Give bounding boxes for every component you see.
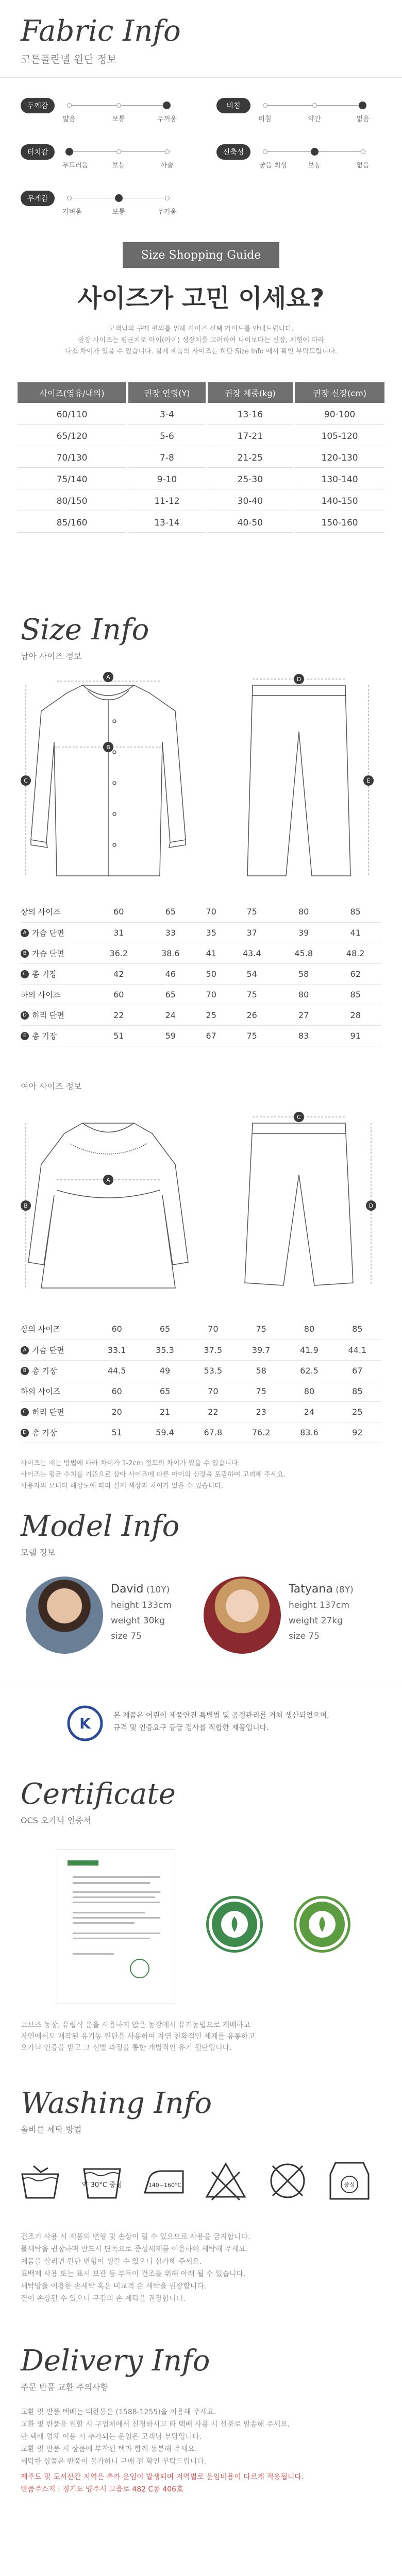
no-bleach-icon xyxy=(204,2159,248,2203)
table-row: A 가슴 단면 31 33 35 37 39 41 xyxy=(21,922,381,943)
fabric-row-label: 비침 xyxy=(216,98,250,113)
avatar xyxy=(204,1577,281,1654)
delivery-warning: 제주도 및 도서산간 지역은 추가 운임이 발생되며 지역별로 운임비용이 다르게 적용됩니다. xyxy=(21,2473,304,2481)
fabric-row-thickness xyxy=(21,98,177,127)
size-info-section xyxy=(0,613,402,1638)
table-row: C 허리 단면 20 21 22 23 24 25 xyxy=(21,1401,381,1422)
certificate-title: Certificate xyxy=(21,1777,176,1811)
fabric-subtitle: 코튼플란넬 원단 정보 xyxy=(21,53,117,65)
svg-text:A: A xyxy=(106,674,110,681)
svg-text:C: C xyxy=(297,1114,301,1121)
table-row: 상의 사이즈 60 65 70 75 80 85 xyxy=(21,902,381,922)
svg-text:K: K xyxy=(79,1715,91,1732)
size-notes: 사이즈는 재는 방법에 따라 차이가 1-2cm 정도의 차이가 있을 수 있습니다. 사이즈는 평균 수치를 기준으로 삼아 사이즈에 따른 아이의 신장을 포괄하여 고려해 주세요. 사용자의 모니터 해상도에 따라 실제 색상과 차이가 있을 수 있습니다. xyxy=(21,1460,286,1490)
svg-text:중성: 중성 xyxy=(344,2181,355,2188)
svg-text:C: C xyxy=(24,777,28,784)
avatar xyxy=(26,1577,103,1654)
kc-notice: 본 제품은 어린이 제품안전 특별법 및 공정관리를 거쳐 생산되었으며, 규격 및 인증요구 등급 검사를 적합한 제품입니다. xyxy=(113,1711,329,1732)
scale-label: 얇음 xyxy=(62,115,76,123)
model-info-section xyxy=(0,1510,402,1788)
delivery-info-section xyxy=(0,2344,402,2550)
fabric-scale xyxy=(258,98,370,127)
fabric-row-weight xyxy=(21,191,177,219)
fabric-info-section xyxy=(0,0,402,242)
scale-label: 약간 xyxy=(308,115,321,123)
washing-subtitle: 올바른 세탁 방법 xyxy=(21,2125,82,2134)
scale-label: 까슬 xyxy=(160,162,174,170)
table-row: 80/150 11-12 30-40 140-150 xyxy=(18,492,384,511)
fabric-row-transparency xyxy=(216,98,370,127)
no-dry-clean-icon xyxy=(265,2159,310,2203)
fabric-row-label: 터치감 xyxy=(21,144,55,160)
svg-text:B: B xyxy=(106,744,110,751)
delivery-subtitle: 주문 반품 교환 주의사항 xyxy=(21,2382,108,2392)
scale-label: 보통 xyxy=(112,115,125,123)
table-row: 85/160 13-14 40-50 150-160 xyxy=(18,513,384,533)
guide-headline: 사이즈가 고민 이세요? xyxy=(77,284,325,313)
scale-label: 가벼움 xyxy=(62,208,82,216)
kc-mark-icon xyxy=(67,1705,103,1741)
table-row: D 총 기장 51 59.4 67.8 76.2 83.6 92 xyxy=(21,1422,381,1443)
table-header: 권장 연령(Y) xyxy=(128,382,205,403)
model-subtitle: 모델 정보 xyxy=(21,1548,55,1557)
fabric-title: Fabric Info xyxy=(21,14,181,48)
table-row: 상의 사이즈 60 65 70 75 80 85 xyxy=(21,1319,381,1340)
table-row: 하의 사이즈 60 65 70 75 80 85 xyxy=(21,984,381,1005)
scale-label: 무거움 xyxy=(157,208,177,216)
fabric-scale xyxy=(62,191,177,219)
fabric-row-stretch xyxy=(216,144,370,173)
boy-shirt-diagram xyxy=(21,670,196,886)
fabric-row-label: 무게감 xyxy=(21,191,55,206)
table-header: 사이즈(영유/내의) xyxy=(18,382,126,403)
model-details: Tatyana (8Y) height 137cm weight 27kg size 75 xyxy=(289,1583,354,1641)
certificate-subtitle: OCS 오가닉 인증서 xyxy=(21,1816,91,1825)
iron-icon xyxy=(142,2159,186,2203)
fabric-row-label: 두께감 xyxy=(21,98,55,113)
organic-blended-seal-icon xyxy=(294,1896,350,1953)
delivery-title: Delivery Info xyxy=(21,2344,210,2378)
scale-label: 보통 xyxy=(112,208,125,216)
scale-label: 두꺼움 xyxy=(157,115,177,123)
fabric-scale xyxy=(62,98,177,127)
boy-pants-diagram xyxy=(222,670,387,886)
table-row: D 허리 단면 22 24 25 26 27 28 xyxy=(21,1005,381,1025)
girl-measure-table xyxy=(21,1319,381,1443)
washing-title: Washing Info xyxy=(21,2087,212,2120)
svg-text:D: D xyxy=(296,676,301,683)
certificate-section xyxy=(0,1777,402,2087)
washing-info-section xyxy=(0,2087,402,2344)
svg-text:E: E xyxy=(366,777,371,784)
svg-text:140~160°C: 140~160°C xyxy=(148,2182,182,2189)
scale-label: 없음 xyxy=(356,115,370,123)
svg-text:약 30°C 중성: 약 30°C 중성 xyxy=(81,2181,123,2189)
boy-size-label: 남아 사이즈 정보 xyxy=(21,651,82,661)
model-title: Model Info xyxy=(21,1510,180,1543)
scale-label: 없음 xyxy=(356,162,370,170)
table-header: 권장 체중(kg) xyxy=(208,382,293,403)
table-row: 65/120 5-6 17-21 105-120 xyxy=(18,427,384,446)
size-info-title: Size Info xyxy=(21,613,149,647)
washing-notes: 건조기 사용 시 제품의 변형 및 손상이 될 수 있으므로 사용을 금지합니다. 물세탁을 권장하며 반드시 단독으로 중성세제를 이용하여 세탁해 주세요. 제품을 살리면 원단 변형이 생길 수 있으니 삼가해 주세요. 표백제 사용 또는 표시 보관 등 부득이 건조를 위해 아래 될 수 있습니다. 세탁망을 이용한 손세탁 혹은 비교적 손 세탁을 권장합니다. 결이 손상될 수 있으니 구김의 손 세탁을 권장합니다. xyxy=(21,2233,250,2303)
svg-text:D: D xyxy=(368,1202,374,1209)
girl-pants-diagram xyxy=(222,1108,387,1303)
guide-banner: Size Shopping Guide xyxy=(123,242,279,268)
table-header: 권장 신장(cm) xyxy=(295,382,384,403)
scale-label: 좋음 최상 xyxy=(259,162,288,170)
table-row: E 총 기장 51 59 67 75 83 91 xyxy=(21,1025,381,1046)
table-row: 하의 사이즈 60 65 70 75 80 85 xyxy=(21,1381,381,1401)
neutral-detergent-icon xyxy=(327,2159,372,2203)
certificate-notes: 코브즈 농장, 유럽식 운을 사용하지 않은 농장에서 유기농법으로 재배하고 자연에서도 재작된 유기농 원단을 사용하여 자연 친화적인 세계를 유통하고 오가닉 인증을 받고 그 선별 과정을 통한 개별적인 유기 원단입니다. xyxy=(21,2021,255,2052)
wash-30-neutral-icon xyxy=(80,2159,124,2203)
hand-wash-icon xyxy=(18,2159,62,2203)
svg-text:A: A xyxy=(106,1177,110,1183)
boy-measure-table xyxy=(21,902,381,1046)
svg-text:B: B xyxy=(24,1202,28,1209)
size-guide-section xyxy=(0,242,402,613)
certificate-document xyxy=(57,1850,175,2004)
table-row: 70/130 7-8 21-25 120-130 xyxy=(18,448,384,468)
scale-label: 부드러움 xyxy=(62,162,89,170)
table-row: B 가슴 단면 36.2 38.6 41 43.4 45.8 48.2 xyxy=(21,943,381,963)
organic-seal-icon xyxy=(206,1896,263,1953)
delivery-notes: 교환 및 반품 택배는 대한통운 (1588-1255)을 이용해 주세요. 교환 및 반품을 원할 시 구입처에서 신청하시고 타 택배 사용 시 선불로 발송해 주세요. 단 택배 업체 이용 시 추가되는 운임은 고객님 부담입니다. 교환 및 반품 시 상품에 부착된 택과 함께 동봉해 주세요. 세탁한 상품은 반품이 불가하니 구매 전 확인 부탁드립니다. 제주도 및 도서산간 지역은 추가 운임이 발생되며 지역별로 운임비용이 다르게 적용됩니다. 반품주소지 : 경기도 양주시 고읍로 482 C동 406호 xyxy=(21,2406,381,2496)
fabric-scale xyxy=(62,144,174,173)
girl-top-diagram xyxy=(21,1108,196,1303)
fabric-row-label: 신축성 xyxy=(216,144,250,160)
table-row: C 총 기장 42 46 50 54 58 62 xyxy=(21,963,381,984)
girl-size-label: 여아 사이즈 정보 xyxy=(21,1081,82,1091)
guide-description: 고객님의 구매 편의를 위해 사이즈 선택 가이드를 안내드립니다. 권장 사이즈는 평균치로 아이(아이) 성장치를 고려하여 나이보다는 신장, 체형에 따라 다소 차이가 있을 수 있습니다. 실제 제품의 사이즈는 하단 Size Info 에서 확인 부탁드립니다. xyxy=(65,325,337,355)
scale-label: 비침 xyxy=(258,115,272,123)
table-row: B 총 기장 44.5 49 53.5 58 62.5 67 xyxy=(21,1360,381,1381)
fabric-scale xyxy=(259,144,370,173)
model-details: David (10Y) height 133cm weight 30kg size 75 xyxy=(111,1583,172,1641)
return-address: 반품주소지 : 경기도 양주시 고읍로 482 C동 406호 xyxy=(21,2485,183,2494)
scale-label: 보통 xyxy=(112,162,125,170)
fabric-row-touch xyxy=(21,144,174,173)
table-row: A 가슴 단면 33.1 35.3 37.5 39.7 41.9 44.1 xyxy=(21,1340,381,1360)
table-row: 75/140 9-10 25-30 130-140 xyxy=(18,470,384,489)
scale-label: 보통 xyxy=(308,162,321,170)
size-guide-table xyxy=(15,380,387,535)
table-row: 60/110 3-4 13-16 90-100 xyxy=(18,405,384,425)
